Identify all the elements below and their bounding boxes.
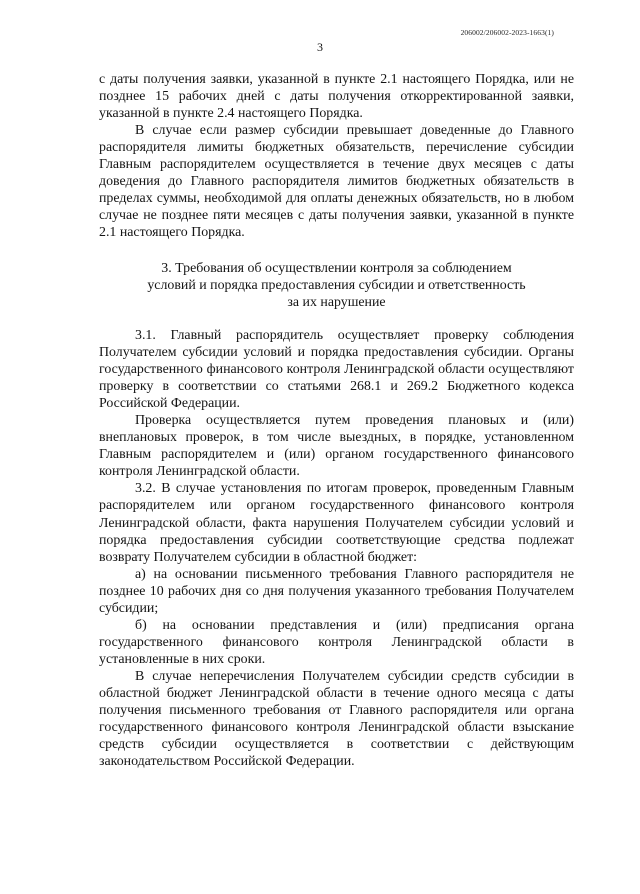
paragraph-inspection: Проверка осуществляется путем проведения плановых и (или) внеплановых проверок, в том числе выездных, в порядке, установленном Главным распорядителем и (или) органом государственного финансового контроля Ленинградской области. (99, 413, 574, 480)
section-heading-line: условий и порядка предоставления субсидии и ответственность (147, 278, 526, 294)
paragraph-item-b: б) на основании представления и (или) предписания органа государственного финансового контроля Ленинградской области в установленные в них сроки. (99, 617, 574, 667)
paragraph-item-a: а) на основании письменного требования Главного распорядителя не позднее 10 рабочих дня со дня получения указанного требования Получателем субсидии; (99, 566, 574, 616)
paragraph-subsidy-limits: В случае если размер субсидии превышает доведенные до Главного распорядителя лимиты бюджетных обязательств, перечисление субсидии Главным распорядителем осуществляется в течение двух месяцев с даты доведения до Главного распорядителя лимитов бюджетных обязательств в пределах суммы, необходимой для оплаты денежных обязательств, но в любом случае не позднее пяти месяцев с даты получения заявки, указанной в пункте 2.1 настоящего Порядка. (99, 123, 574, 241)
paragraph-non-transfer: В случае неперечисления Получателем субсидии средств субсидии в областной бюджет Ленинградской области в течение одного месяца с даты получения письменного требования от Главного распорядителя или органа государственного финансового контроля Ленинградской области взыскание средств субсидии осуществляется в соответствии с действующим законодательством Российской Федерации. (99, 668, 574, 770)
section-heading-line: за их нарушение (287, 295, 386, 311)
paragraph-3-2: 3.2. В случае установления по итогам проверок, проведенным Главным распорядителем или органом государственного финансового контроля Ленинградской области, факта нарушения Получателем субсидии условий и порядка предоставления субсидии соответствующие средства подлежат возврату Получателем субсидии в областной бюджет: (99, 481, 574, 565)
section-heading-line: 3. Требования об осуществлении контроля за соблюдением (161, 261, 512, 276)
section-heading (99, 260, 574, 311)
top-text-block (99, 71, 574, 241)
document-id: 206002/206002-2023-1663(1) (460, 28, 554, 37)
paragraph-3-1: 3.1. Главный распорядитель осуществляет проверку соблюдения Получателем субсидии условий и порядка предоставления субсидии. Органы государственного финансового контроля Ленинградской области осуществляют проверку в соответствии со статьями 268.1 и 269.2 Бюджетного кодекса Российской Федерации. (99, 328, 574, 412)
section-text-block (99, 327, 574, 770)
page-number: 3 (317, 40, 323, 54)
paragraph-continuation: с даты получения заявки, указанной в пункте 2.1 настоящего Порядка, или не позднее 15 рабочих дней с даты получения откорректированной заявки, указанной в пункте 2.4 настоящего Порядка. (99, 72, 574, 122)
